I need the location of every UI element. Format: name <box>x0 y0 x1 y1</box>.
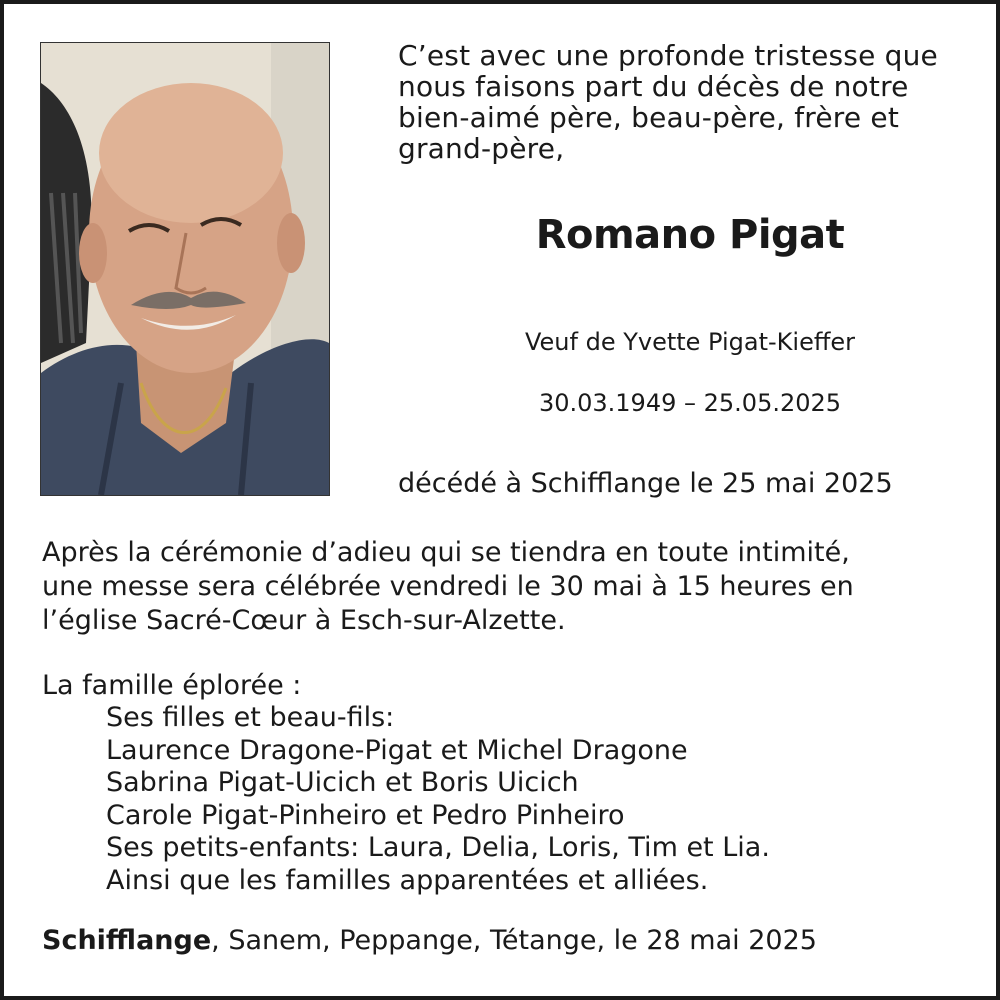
portrait-photo <box>40 42 330 496</box>
family-member-line: Ses petits-enfants: Laura, Delia, Loris, Tim et Lia. <box>106 832 770 863</box>
family-member-line: Ses filles et beau-fils: <box>106 702 395 733</box>
family-heading: La famille éplorée : <box>42 670 302 701</box>
ceremony-text <box>42 536 962 638</box>
life-dates: 30.03.1949 – 25.05.2025 <box>538 389 842 417</box>
intro-line: bien-aimé père, beau-père, frère et <box>398 101 900 134</box>
family-member-line: Carole Pigat-Pinheiro et Pedro Pinheiro <box>106 799 625 831</box>
family-member-line: Sabrina Pigat-Uicich et Boris Uicich <box>106 767 579 798</box>
intro-text <box>398 40 960 164</box>
family-list <box>106 702 966 897</box>
death-notice: décédé à Schifflange le 25 mai 2025 <box>398 468 893 499</box>
ceremony-line: une messe sera célébrée vendredi le 30 mai à 15 heures en <box>42 571 854 602</box>
family-member-line: Ainsi que les familles apparentées et alliées. <box>106 864 709 896</box>
ceremony-line: l’église Sacré-Cœur à Esch-sur-Alzette. <box>42 605 566 636</box>
intro-line: grand-père, <box>398 132 565 165</box>
ceremony-line: Après la cérémonie d’adieu qui se tiendra en toute intimité, <box>42 537 850 568</box>
intro-line: C’est avec une profonde tristesse que <box>398 39 938 72</box>
footer-place-bold: Schifflange <box>42 925 212 956</box>
deceased-name: Romano Pigat <box>535 212 845 258</box>
footer-place-date <box>42 925 962 956</box>
intro-line: nous faisons part du décès de notre <box>398 70 909 103</box>
family-member-line: Laurence Dragone-Pigat et Michel Dragone <box>106 734 688 766</box>
widow-of-line: Veuf de Yvette Pigat-Kieffer <box>524 328 856 356</box>
footer-rest: , Sanem, Peppange, Tétange, le 28 mai 2025 <box>211 925 817 956</box>
